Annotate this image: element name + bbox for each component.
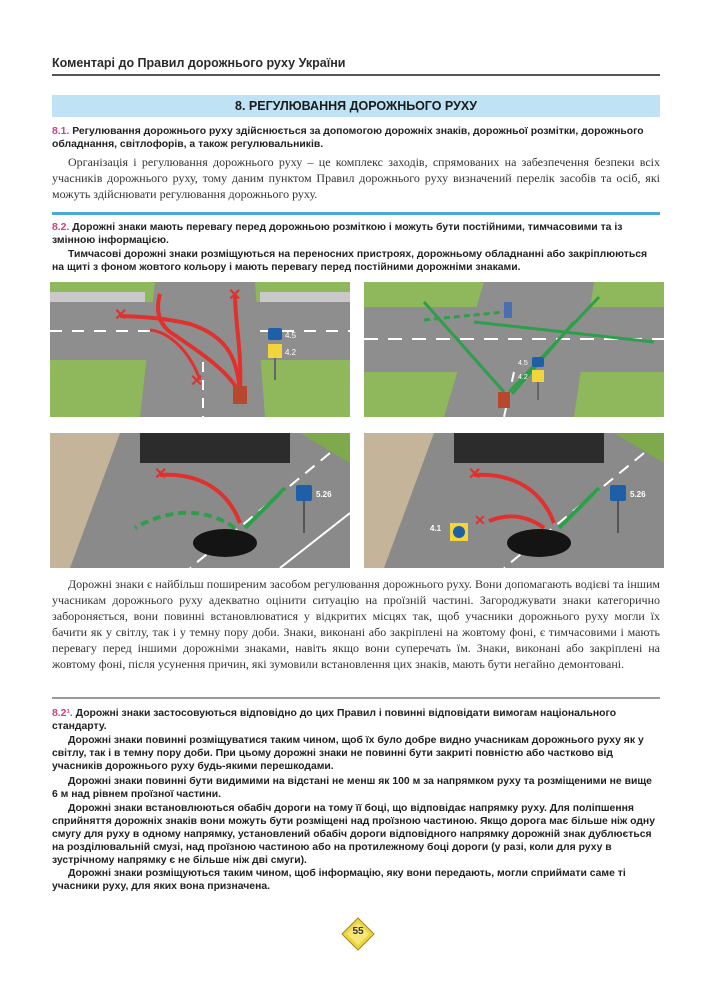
svg-text:✕: ✕	[154, 466, 168, 483]
svg-text:✕: ✕	[468, 466, 482, 483]
running-header: Коментарі до Правил дорожнього руху України	[52, 56, 346, 70]
sign-label: 4.5	[285, 331, 297, 340]
rule-text: Дорожні знаки застосовуються відповідно до цих Правил і повинні відповідати вимогам національного стандарту.	[52, 708, 617, 732]
rule-text: Регулювання дорожнього руху здійснюється за допомогою дорожніх знаків, дорожньої розмітки, дорожнього обладнання, світлофорів, а також регулювальників.	[52, 126, 644, 150]
sign-label: 4.1	[430, 524, 442, 533]
sign-label: 4.2	[285, 348, 297, 357]
svg-text:✕: ✕	[474, 512, 486, 528]
svg-text:4.5: 4.5	[518, 360, 528, 367]
rule-8-2-1-para-1: Дорожні знаки повинні розміщуватися таким чином, щоб їх було добре видно учасникам дорожнього руху як у світлу, так і в темну пору доби. При цьому дорожні знаки не повинні бути закриті повністю або частково від учасників дорожнього руху будь-якими перешкодами.	[52, 735, 644, 772]
svg-text:✕: ✕	[228, 287, 242, 304]
rule-8-1	[52, 125, 660, 151]
rule-8-2-1-para-4: Дорожні знаки розміщуються таким чином, щоб інформацію, яку вони передають, могли сприймати саме ті учасники руху, для яких вона призначена.	[52, 868, 626, 892]
rule-number: 8.2.	[52, 222, 70, 233]
illustration-road-1	[50, 433, 350, 568]
comment-8-2: Дорожні знаки є найбільш поширеним засобом регулювання дорожнього руху. Вони допомагають водієві та іншим учасникам дорожнього руху адекватно оцінити ситуацію на проїзній частині. Загороджувати знаки категорично забороняється, вони повинні встановлюватися у відкритих місцях так, щоб учасники дорожнього руху могли їх бачити як у світлу, так і у темну пору доби. Знаки, виконані або закріплені на жовтому фоні, є тимчасовими і мають перевагу перед іншими дорожніми знаками, навіть якщо вони суперечать їм. Знаки, виконані або закріплені на жовтому фоні, після усунення причин, які зумовили встановлення цих знаків, мають бути негайно демонтовані.	[52, 577, 660, 671]
rule-8-2	[52, 221, 660, 247]
rule-text: Дорожні знаки мають перевагу перед дорожньою розміткою і можуть бути постійними, тимчасовими та із змінною інформацією.	[52, 222, 623, 246]
rule-8-2-1-para-3: Дорожні знаки встановлюються обабіч дороги на тому її боці, що відповідає напрямку руху. Для поліпшення сприйняття дорожніх знаків вони можуть бути розміщені над проїзною частиною. Якщо дорога має більше ніж одну смугу для руху в одному напрямку, установлений обабіч дороги відповідного напрямку дорожній знак дублюється на розділювальній смузі, над проїзною частиною або на протилежному боці дороги (у разі, коли для руху в зустрічному напрямку є не більше ніж дві смуги).	[52, 803, 655, 866]
rule-number: 8.1.	[52, 126, 70, 137]
svg-text:✕: ✕	[190, 373, 204, 390]
section-title: 8. РЕГУЛЮВАННЯ ДОРОЖНЬОГО РУХУ	[52, 95, 660, 117]
header-rule	[52, 74, 660, 76]
svg-text:4.2: 4.2	[518, 374, 528, 381]
page-number: 55	[352, 926, 364, 937]
svg-text:✕: ✕	[114, 307, 128, 324]
comment-8-1: Організація і регулювання дорожнього руху – це комплекс заходів, спрямованих на забезпечення безпеки всіх учасників дорожнього руху, тому даним пунктом Правил дорожнього руху визначений перелік засобів та осіб, які можуть здійснювати регулювання дорожнього руху.	[52, 155, 660, 201]
rule-8-2-temporary: Тимчасові дорожні знаки розміщуються на переносних пристроях, дорожньому обладнанні або закріплюються на щиті з фоном жовтого кольору і мають перевагу перед постійними дорожніми знаками.	[52, 249, 648, 273]
sign-label: 5.26	[316, 490, 332, 499]
illustration-road-2	[364, 433, 664, 568]
rule-8-2-1	[52, 707, 660, 733]
rule-number: 8.2¹.	[52, 708, 73, 719]
illustration-intersection-1	[50, 282, 350, 417]
illustration-intersection-2	[364, 282, 664, 417]
rule-8-2-1-para-2: Дорожні знаки повинні бути видимими на відстані не менш як 100 м за напрямком руху та розміщеними не вище 6 м над рівнем проїзної частини.	[52, 776, 652, 800]
svg-text:5.26: 5.26	[630, 490, 646, 499]
divider	[52, 697, 660, 699]
divider	[52, 212, 660, 215]
